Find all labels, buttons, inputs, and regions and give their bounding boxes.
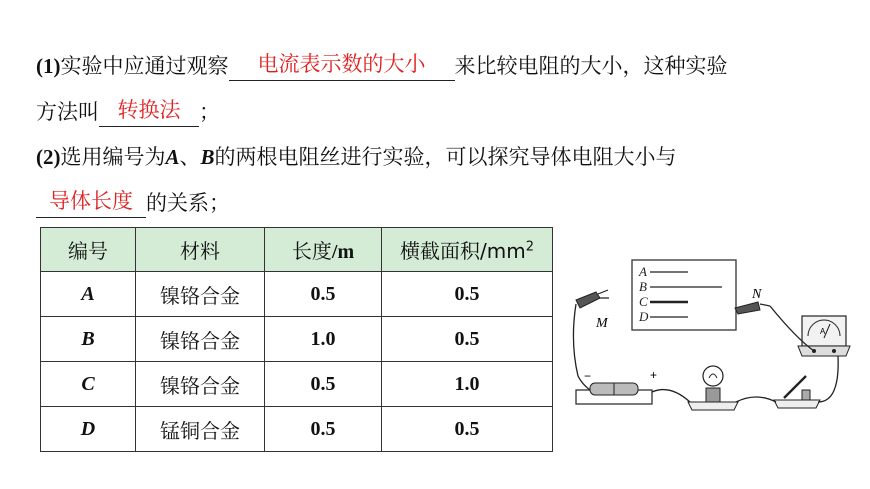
ammeter-label: A (820, 327, 826, 336)
table-row (41, 317, 553, 362)
header-id: 编号 (41, 228, 136, 272)
battery-positive: + (650, 368, 658, 382)
q2-id-b: B (200, 145, 215, 169)
question-2-line-1 (36, 143, 677, 171)
cell-length: 0.5 (265, 272, 382, 317)
answer-blank-1 (229, 52, 455, 81)
circuit-diagram (570, 252, 860, 422)
answer-2: 转换法 (117, 98, 181, 122)
cell-material: 镍铬合金 (136, 272, 265, 317)
q2-text-c: 的关系； (146, 191, 230, 215)
light-bulb (688, 366, 738, 410)
answer-1: 电流表示数的大小 (257, 52, 426, 76)
cell-length: 0.5 (265, 362, 382, 407)
q2-text-a: 选用编号为 (60, 145, 166, 169)
header-area (382, 228, 553, 272)
table-row (41, 272, 553, 317)
q2-text-b: 的两根电阻丝进行实验，可以探究导体电阻大小与 (214, 145, 677, 169)
table-row (41, 362, 553, 407)
cell-id: C (41, 362, 136, 407)
clip-m-label: M (596, 316, 608, 331)
table-row (41, 407, 553, 452)
header-material: 材料 (136, 228, 265, 272)
cell-area: 0.5 (382, 407, 553, 452)
question-1-line-2 (36, 98, 220, 127)
alligator-clip-n (735, 302, 770, 314)
header-length-unit: /m (331, 241, 355, 263)
cell-id: A (41, 272, 136, 317)
header-length-text: 长度 (291, 239, 332, 263)
q1-number: (1) (36, 54, 61, 78)
board-label-b: B (639, 279, 647, 294)
board-label-a: A (639, 264, 647, 279)
ammeter (798, 316, 850, 356)
cell-length: 1.0 (265, 317, 382, 362)
board-label-d: D (639, 309, 649, 324)
cell-material: 镍铬合金 (136, 317, 265, 362)
knife-switch (774, 376, 820, 408)
cell-area: 0.5 (382, 272, 553, 317)
answer-blank-2 (99, 98, 199, 127)
cell-id: B (41, 317, 136, 362)
battery (576, 383, 652, 404)
cell-id: D (41, 407, 136, 452)
cell-area: 1.0 (382, 362, 553, 407)
table-header-row (41, 228, 553, 272)
q2-id-a: A (165, 145, 180, 169)
q1-text-b: 来比较电阻的大小，这种实验 (454, 54, 728, 78)
q2-sep: 、 (179, 145, 201, 169)
question-1-line-1 (36, 52, 728, 81)
cell-material: 锰铜合金 (136, 407, 265, 452)
q2-number: (2) (36, 145, 61, 169)
header-area-text: 横截面积/mm (400, 239, 526, 263)
cell-material: 镍铬合金 (136, 362, 265, 407)
q1-text-a: 实验中应通过观察 (60, 54, 229, 78)
q1-text-d: ； (199, 100, 220, 124)
header-area-sup: 2 (525, 239, 534, 255)
alligator-clip-m (576, 290, 609, 308)
header-length (265, 228, 382, 272)
battery-negative: − (584, 369, 592, 383)
cell-length: 0.5 (265, 407, 382, 452)
question-2-line-2 (36, 189, 230, 218)
clip-n-label: N (752, 287, 762, 302)
board-label-c: C (639, 294, 648, 309)
answer-blank-3 (36, 189, 146, 218)
cell-area: 0.5 (382, 317, 553, 362)
resistance-wire-table (40, 227, 553, 452)
q1-text-c: 方法叫 (36, 100, 99, 124)
answer-3: 导体长度 (49, 189, 133, 213)
